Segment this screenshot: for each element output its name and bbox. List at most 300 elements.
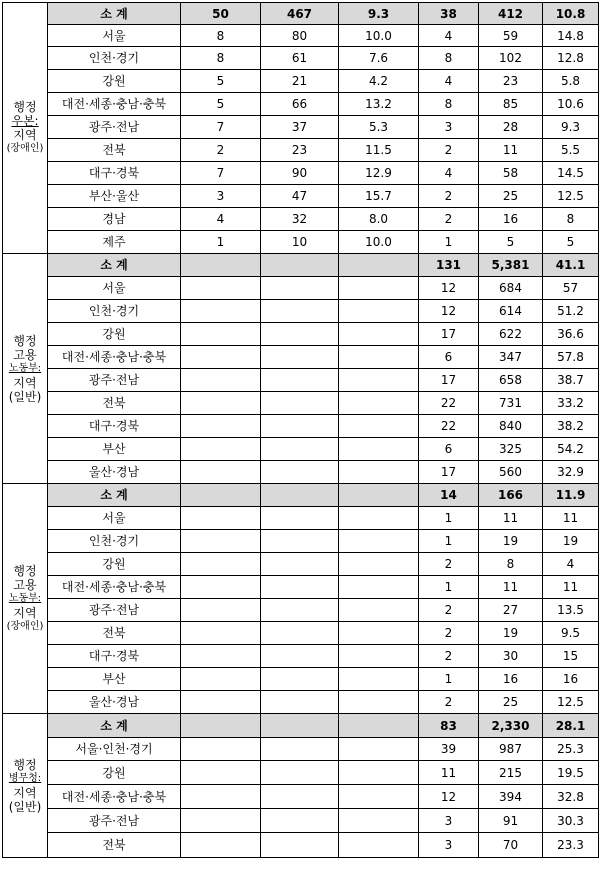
empty-cell: [261, 323, 339, 346]
group-label-line: 고용: [13, 347, 37, 362]
data-value: 5.5: [543, 139, 599, 162]
data-value: 1: [419, 530, 479, 553]
data-value: 19: [479, 622, 543, 645]
data-value: 4: [543, 553, 599, 576]
subtotal-value: 28.1: [543, 714, 599, 738]
data-value: 32.8: [543, 785, 599, 809]
group-label-line: 노동부:: [8, 362, 42, 374]
data-value: 17: [419, 369, 479, 392]
data-value: 8: [181, 47, 261, 70]
data-value: 8: [419, 93, 479, 116]
region-name: 강원: [48, 553, 181, 576]
data-value: 2: [419, 691, 479, 714]
region-name: 대구·경북: [48, 162, 181, 185]
data-value: 32.9: [543, 461, 599, 484]
subtotal-value: 41.1: [543, 254, 599, 277]
group-label-line: 행정: [13, 100, 37, 114]
empty-cell: [339, 645, 419, 668]
table-row: [3, 761, 599, 785]
empty-cell: [261, 785, 339, 809]
table-row: [3, 300, 599, 323]
empty-cell: [339, 507, 419, 530]
data-value: 47: [261, 185, 339, 208]
subtotal-value: 50: [181, 3, 261, 25]
data-value: 11: [419, 761, 479, 785]
data-value: 15.7: [339, 185, 419, 208]
data-value: 12.9: [339, 162, 419, 185]
data-value: 14.5: [543, 162, 599, 185]
group-label-line: 행정: [13, 333, 37, 348]
subtotal-row: [3, 254, 599, 277]
empty-cell: [339, 738, 419, 761]
empty-cell: [261, 530, 339, 553]
region-name: 대구·경북: [48, 415, 181, 438]
data-value: 85: [479, 93, 543, 116]
empty-cell: [181, 599, 261, 622]
region-name: 대전·세종·충남·충북: [48, 785, 181, 809]
region-name: 광주·전남: [48, 599, 181, 622]
data-value: 16: [543, 668, 599, 691]
empty-cell: [181, 553, 261, 576]
data-value: 8: [419, 47, 479, 70]
data-value: 10.6: [543, 93, 599, 116]
region-name: 대전·세종·충남·충북: [48, 93, 181, 116]
group-label-line: (장애인): [6, 620, 44, 632]
empty-cell: [261, 369, 339, 392]
table-row: [3, 25, 599, 47]
data-value: 57.8: [543, 346, 599, 369]
empty-cell: [261, 645, 339, 668]
data-value: 102: [479, 47, 543, 70]
data-value: 61: [261, 47, 339, 70]
empty-cell: [181, 438, 261, 461]
region-name: 인천·경기: [48, 47, 181, 70]
region-name: 부산: [48, 668, 181, 691]
data-value: 2: [419, 622, 479, 645]
empty-cell: [339, 691, 419, 714]
empty-cell: [181, 277, 261, 300]
region-name: 서울·인천·경기: [48, 738, 181, 761]
empty-cell: [339, 277, 419, 300]
group-label-line: 병무청:: [8, 772, 42, 784]
data-value: 30.3: [543, 809, 599, 833]
data-value: 5: [543, 231, 599, 254]
data-value: 10: [261, 231, 339, 254]
empty-cell: [339, 323, 419, 346]
subtotal-value: 14: [419, 484, 479, 507]
empty-cell: [261, 761, 339, 785]
data-value: 14.8: [543, 25, 599, 47]
data-value: 6: [419, 438, 479, 461]
data-value: 28: [479, 116, 543, 139]
data-value: 9.3: [543, 116, 599, 139]
table-row: [3, 369, 599, 392]
data-value: 80: [261, 25, 339, 47]
data-value: 21: [261, 70, 339, 93]
empty-cell: [181, 369, 261, 392]
subtotal-value: 2,330: [479, 714, 543, 738]
data-value: 2: [419, 645, 479, 668]
empty-cell: [261, 576, 339, 599]
subtotal-value: 11.9: [543, 484, 599, 507]
data-value: 1: [419, 668, 479, 691]
empty-cell: [181, 300, 261, 323]
table-row: [3, 185, 599, 208]
empty-cell: [261, 553, 339, 576]
data-value: 9.5: [543, 622, 599, 645]
empty-cell: [181, 761, 261, 785]
data-value: 90: [261, 162, 339, 185]
data-value: 2: [419, 208, 479, 231]
table-row: [3, 139, 599, 162]
table-row: [3, 208, 599, 231]
data-value: 10.0: [339, 231, 419, 254]
data-value: 2: [419, 185, 479, 208]
group-label: [3, 484, 48, 714]
data-value: 12: [419, 277, 479, 300]
data-value: 1: [419, 231, 479, 254]
empty-cell: [339, 576, 419, 599]
empty-cell: [261, 833, 339, 858]
group-label-line: 지역: [13, 605, 37, 620]
table-row: [3, 833, 599, 858]
data-value: 6: [419, 346, 479, 369]
table-row: [3, 668, 599, 691]
empty-cell: [181, 461, 261, 484]
region-name: 강원: [48, 70, 181, 93]
region-name: 대전·세종·충남·충북: [48, 576, 181, 599]
data-value: 7: [181, 162, 261, 185]
group-label-line: (일반): [8, 799, 42, 814]
data-value: 4: [419, 70, 479, 93]
empty-cell: [339, 461, 419, 484]
data-value: 54.2: [543, 438, 599, 461]
empty-cell: [261, 346, 339, 369]
data-value: 8: [479, 553, 543, 576]
empty-cell: [261, 300, 339, 323]
group-label-line: 지역: [13, 785, 37, 800]
data-value: 2: [181, 139, 261, 162]
table-row: [3, 622, 599, 645]
data-value: 2: [419, 553, 479, 576]
empty-cell: [261, 438, 339, 461]
empty-cell: [181, 576, 261, 599]
group-label-line: 지역: [13, 375, 37, 390]
empty-cell: [261, 809, 339, 833]
empty-cell: [339, 599, 419, 622]
table-row: [3, 785, 599, 809]
data-value: 8: [543, 208, 599, 231]
data-value: 3: [419, 833, 479, 858]
data-value: 39: [419, 738, 479, 761]
table-row: [3, 576, 599, 599]
data-value: 684: [479, 277, 543, 300]
data-value: 3: [419, 116, 479, 139]
table-row: [3, 461, 599, 484]
empty-cell: [181, 645, 261, 668]
table-row: [3, 645, 599, 668]
data-value: 15: [543, 645, 599, 668]
data-value: 3: [181, 185, 261, 208]
region-name: 울산·경남: [48, 691, 181, 714]
group-label: [3, 254, 48, 484]
data-value: 1: [419, 576, 479, 599]
data-value: 5: [181, 93, 261, 116]
data-value: 4: [181, 208, 261, 231]
data-value: 11: [479, 139, 543, 162]
subtotal-value: 131: [419, 254, 479, 277]
table-row: [3, 47, 599, 70]
data-value: 1: [419, 507, 479, 530]
region-name: 광주·전남: [48, 116, 181, 139]
empty-cell: [261, 691, 339, 714]
table-row: [3, 809, 599, 833]
data-value: 17: [419, 323, 479, 346]
data-value: 215: [479, 761, 543, 785]
empty-cell: [181, 785, 261, 809]
empty-cell: [181, 415, 261, 438]
region-name: 광주·전남: [48, 369, 181, 392]
data-value: 23: [261, 139, 339, 162]
data-value: 25: [479, 691, 543, 714]
subtotal-value: 9.3: [339, 3, 419, 25]
empty-cell: [261, 461, 339, 484]
data-value: 70: [479, 833, 543, 858]
data-value: 7: [181, 116, 261, 139]
data-value: 23.3: [543, 833, 599, 858]
data-value: 12.5: [543, 691, 599, 714]
table-row: [3, 530, 599, 553]
table-row: [3, 392, 599, 415]
data-value: 13.2: [339, 93, 419, 116]
region-name: 서울: [48, 25, 181, 47]
data-value: 22: [419, 415, 479, 438]
region-name: 부산·울산: [48, 185, 181, 208]
region-name: 울산·경남: [48, 461, 181, 484]
group-label-line: 행정: [13, 563, 37, 578]
data-value: 37: [261, 116, 339, 139]
subtotal-value: 5,381: [479, 254, 543, 277]
empty-cell: [339, 622, 419, 645]
table-row: [3, 277, 599, 300]
data-value: 5.8: [543, 70, 599, 93]
empty-cell: [261, 714, 339, 738]
table-row: [3, 346, 599, 369]
region-name: 전북: [48, 833, 181, 858]
region-name: 인천·경기: [48, 300, 181, 323]
recruitment-table: [2, 2, 599, 858]
group-label-line: 고용: [13, 577, 37, 592]
region-name: 전북: [48, 139, 181, 162]
empty-cell: [181, 691, 261, 714]
empty-cell: [181, 714, 261, 738]
data-value: 4: [419, 162, 479, 185]
empty-cell: [261, 254, 339, 277]
data-value: 17: [419, 461, 479, 484]
data-value: 8.0: [339, 208, 419, 231]
data-value: 22: [419, 392, 479, 415]
subtotal-label: 소 계: [48, 484, 181, 507]
data-value: 614: [479, 300, 543, 323]
empty-cell: [181, 323, 261, 346]
region-name: 강원: [48, 761, 181, 785]
empty-cell: [339, 415, 419, 438]
empty-cell: [261, 392, 339, 415]
subtotal-value: 166: [479, 484, 543, 507]
data-value: 13.5: [543, 599, 599, 622]
data-value: 33.2: [543, 392, 599, 415]
empty-cell: [339, 392, 419, 415]
data-value: 12.8: [543, 47, 599, 70]
data-value: 57: [543, 277, 599, 300]
data-value: 622: [479, 323, 543, 346]
table-row: [3, 507, 599, 530]
empty-cell: [261, 507, 339, 530]
data-value: 4: [419, 25, 479, 47]
subtotal-value: 10.8: [543, 3, 599, 25]
data-value: 12: [419, 785, 479, 809]
data-value: 19: [543, 530, 599, 553]
empty-cell: [339, 714, 419, 738]
table-row: [3, 70, 599, 93]
region-name: 부산: [48, 438, 181, 461]
table-row: [3, 116, 599, 139]
data-value: 32: [261, 208, 339, 231]
table-row: [3, 438, 599, 461]
empty-cell: [181, 254, 261, 277]
data-value: 16: [479, 208, 543, 231]
data-value: 16: [479, 668, 543, 691]
empty-cell: [339, 438, 419, 461]
table-row: [3, 415, 599, 438]
empty-cell: [181, 833, 261, 858]
table-row: [3, 231, 599, 254]
empty-cell: [339, 668, 419, 691]
group-label: [3, 3, 48, 254]
subtotal-row: [3, 3, 599, 25]
data-value: 38.2: [543, 415, 599, 438]
table-row: [3, 162, 599, 185]
data-value: 25: [479, 185, 543, 208]
empty-cell: [339, 254, 419, 277]
subtotal-label: 소 계: [48, 254, 181, 277]
subtotal-label: 소 계: [48, 3, 181, 25]
region-name: 대구·경북: [48, 645, 181, 668]
region-name: 광주·전남: [48, 809, 181, 833]
region-name: 인천·경기: [48, 530, 181, 553]
subtotal-label: 소 계: [48, 714, 181, 738]
data-value: 347: [479, 346, 543, 369]
data-value: 5.3: [339, 116, 419, 139]
region-name: 강원: [48, 323, 181, 346]
data-value: 5: [181, 70, 261, 93]
empty-cell: [339, 761, 419, 785]
data-value: 3: [419, 809, 479, 833]
subtotal-row: [3, 714, 599, 738]
data-value: 25.3: [543, 738, 599, 761]
empty-cell: [181, 392, 261, 415]
group-label-line: 우본:: [11, 114, 39, 128]
table-row: [3, 93, 599, 116]
data-value: 11: [479, 576, 543, 599]
data-value: 27: [479, 599, 543, 622]
data-value: 12.5: [543, 185, 599, 208]
empty-cell: [181, 668, 261, 691]
data-value: 658: [479, 369, 543, 392]
region-name: 대전·세종·충남·충북: [48, 346, 181, 369]
table-row: [3, 738, 599, 761]
data-value: 840: [479, 415, 543, 438]
data-value: 1: [181, 231, 261, 254]
empty-cell: [339, 484, 419, 507]
data-value: 2: [419, 599, 479, 622]
data-value: 8: [181, 25, 261, 47]
data-value: 11: [479, 507, 543, 530]
group-label: [3, 714, 48, 858]
group-label-line: (장애인): [6, 143, 44, 154]
data-value: 11: [543, 576, 599, 599]
data-value: 4.2: [339, 70, 419, 93]
empty-cell: [261, 484, 339, 507]
data-value: 66: [261, 93, 339, 116]
empty-cell: [181, 530, 261, 553]
group-label-line: (일반): [8, 389, 42, 404]
data-value: 5: [479, 231, 543, 254]
data-value: 30: [479, 645, 543, 668]
data-value: 11: [543, 507, 599, 530]
group-label-line: 지역: [13, 128, 37, 142]
data-value: 987: [479, 738, 543, 761]
empty-cell: [181, 346, 261, 369]
subtotal-value: 412: [479, 3, 543, 25]
data-value: 2: [419, 139, 479, 162]
group-label-line: 노동부:: [8, 592, 42, 604]
empty-cell: [261, 668, 339, 691]
empty-cell: [261, 738, 339, 761]
data-value: 7.6: [339, 47, 419, 70]
empty-cell: [181, 738, 261, 761]
data-value: 731: [479, 392, 543, 415]
data-value: 19: [479, 530, 543, 553]
data-value: 19.5: [543, 761, 599, 785]
empty-cell: [339, 833, 419, 858]
data-value: 59: [479, 25, 543, 47]
table-row: [3, 691, 599, 714]
data-value: 91: [479, 809, 543, 833]
table-row: [3, 599, 599, 622]
region-name: 서울: [48, 277, 181, 300]
empty-cell: [339, 785, 419, 809]
empty-cell: [261, 277, 339, 300]
data-value: 38.7: [543, 369, 599, 392]
subtotal-value: 38: [419, 3, 479, 25]
region-name: 서울: [48, 507, 181, 530]
data-value: 11.5: [339, 139, 419, 162]
table-row: [3, 323, 599, 346]
data-value: 23: [479, 70, 543, 93]
table-row: [3, 553, 599, 576]
region-name: 전북: [48, 392, 181, 415]
subtotal-value: 467: [261, 3, 339, 25]
data-value: 394: [479, 785, 543, 809]
data-value: 325: [479, 438, 543, 461]
region-name: 경남: [48, 208, 181, 231]
region-name: 전북: [48, 622, 181, 645]
data-value: 58: [479, 162, 543, 185]
empty-cell: [339, 530, 419, 553]
empty-cell: [181, 507, 261, 530]
empty-cell: [339, 346, 419, 369]
